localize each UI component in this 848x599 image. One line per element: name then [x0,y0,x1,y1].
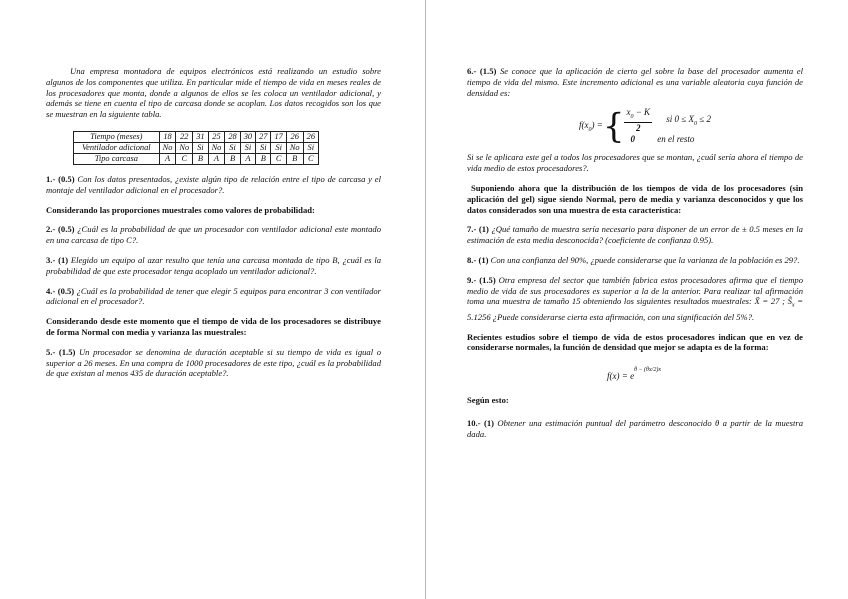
question-text: Otra empresa del sector que también fabrica estos procesadores afirma que el tiempo medio de vida de sus procesadores es superior a la de la anterior. Para realizar tal afirmación toma una muestra de tamaño 15 obteniendo los siguientes resultados muestrales: [467,274,803,307]
table-cell: Si [271,142,286,153]
fraction-numerator: $x_0 - K$ [624,107,652,123]
formula-base: f(x) = e [607,371,635,382]
question-number: 3.- (1) [46,254,69,265]
table-row-time [74,131,319,142]
question-text: ¿Cuál es la probabilidad de que un procesador con ventilador adicional este montado en una carcasa de tipo C?. [46,224,381,246]
table-cell: 25 [208,131,225,142]
question-7 [467,224,803,246]
table-cell: A [240,153,255,164]
question-number: 7.- (1) [467,224,489,235]
question-text: Obtener una estimación puntual del parámetro desconocido θ a partir de la muestra dada. [467,418,803,439]
question-8 [467,255,803,266]
formula-cases [624,107,710,146]
question-1 [46,174,381,196]
table-cell: 26 [286,131,303,142]
table-cell: 18 [159,131,176,142]
question-text: Con una confianza del 90%, ¿puede considerarse que la varianza de la población es 29?. [490,254,800,265]
case-zero: 0 [630,134,635,145]
question-text: Elegido un equipo al azar resulto que tenía una carcasa montada de tipo B, ¿cuál es la probabilidad de que este procesador tenga acoplado un ventilador adicional?. [46,254,382,276]
table-cell: 27 [256,131,271,142]
table-cell: A [159,153,176,164]
table-cell: 30 [240,131,255,142]
right-column [467,66,803,440]
section-heading: Recientes estudios sobre el tiempo de vida de estos procesadores indican que en vez de considerarse normales, la función de densidad que mejor se adapta es de la forma: [467,331,803,353]
fraction [624,107,652,133]
case-1 [624,107,710,133]
section-heading: Considerando desde este momento que el tiempo de vida de los procesadores se distribuye de forma Normal con media y varianza las muestrales: [46,316,381,337]
question-10 [467,418,803,440]
case-2 [624,133,710,146]
table-cell: No [208,142,225,153]
table-cell: 31 [193,131,208,142]
question-text: ¿Cuál es la probabilidad de tener que elegir 5 equipos para encontrar 3 con ventilador adicional en el procesador?. [46,285,382,307]
brace-icon: { [602,106,625,147]
table-row-label: Tipo carcasa [74,153,160,164]
question-number: 8.- (1) [467,254,489,265]
section-heading: Considerando las proporciones muestrales como valores de probabilidad: [46,204,315,215]
question-number: 6.- (1.5) [467,66,497,76]
formula-lhs: $f(x_0)$ = [579,120,603,134]
section-heading: Suponiendo ahora que la distribución de los tiempos de vida de los procesadores (sin aplicación del gel) sigue siendo Normal, pero de media y varianza desconocidos y que los datos considerados son una muestra de esta característica: [467,182,803,215]
question-6 [467,66,803,98]
table-cell: A [208,153,225,164]
question-4 [46,286,381,308]
question-text: ¿Puede considerarse cierta esta afirmación, con una significación del 5%?. [492,311,755,322]
table-row-label: Ventilador adicional [74,142,160,153]
question-text: Se conoce que la aplicación de cierto gel sobre la base del procesador aumenta el tiempo de vida del mismo. Este incremento adicional es una variable aleatoria cuya función de densidad es: [467,66,804,98]
data-table [73,131,319,165]
question-number: 10.- (1) [467,418,495,429]
table-row-case [74,153,319,164]
table-row-fan [74,142,319,153]
question-6-follow: Si se le aplicara este gel a todos los procesadores que se montan, ¿cuál sería ahora el tiempo de vida medio de estos procesadores?. [467,152,803,174]
question-number: 2.- (0.5) [46,224,75,235]
question-number: 5.- (1.5) [46,346,76,357]
case-else: en el resto [657,134,695,145]
fraction-denominator: 2 [636,123,641,134]
table-cell: Si [240,142,255,153]
question-5 [46,347,381,379]
question-text: Con los datos presentados, ¿existe algún tipo de relación entre el tipo de carcasa y el montaje del ventilador adicional en el procesador?. [46,173,382,195]
table-cell: Si [193,142,208,153]
table-cell: B [286,153,303,164]
table-cell: 26 [303,131,318,142]
table-cell: No [176,142,193,153]
table-cell: B [256,153,271,164]
question-2 [46,224,381,246]
table-cell: Si [303,142,318,153]
table-cell: 22 [176,131,193,142]
table-cell: C [176,153,193,164]
sample-stats: X̄ = 27 ; $Ŝ_x = 5.1256$ [467,296,804,322]
table-cell: No [286,142,303,153]
question-text: Un procesador se denomina de duración aceptable si su tiempo de vida es igual o superior a 26 meses. En una compra de 1000 procesadores de este tipo, ¿cuál es la probabilidad de que existan al menos 435 de duración aceptable?. [46,346,381,379]
question-3 [46,255,381,277]
question-9 [467,275,803,323]
table-cell: B [225,153,240,164]
density-formula-1 [579,106,803,147]
table-cell: 17 [271,131,286,142]
table-cell: Si [225,142,240,153]
case-condition: si $0 \le X_0 \le 2$ [666,114,711,128]
question-text: ¿Qué tamaño de muestra sería necesario para disponer de un error de ± 0.5 meses en la estimación de esta media desconocida? (coeficiente de confianza 0.95). [467,224,803,246]
table-cell: Si [256,142,271,153]
table-row-label: Tiempo (meses) [74,131,160,142]
table-cell: B [193,153,208,164]
question-number: 1.- (0.5) [46,173,75,184]
left-column [46,66,381,379]
formula-exponent: θ − (θx/2)x [634,367,661,374]
table-cell: C [303,153,318,164]
question-number: 9.- (1.5) [467,274,496,285]
segun-label: Según esto: [467,395,509,406]
density-formula-2 [607,367,803,381]
question-number: 4.- (0.5) [46,285,75,296]
table-cell: No [159,142,176,153]
table-cell: C [271,153,286,164]
intro-paragraph: Una empresa montadora de equipos electrónicos está realizando un estudio sobre algunos de los componentes que utiliza. En particular mide el tiempo de vida en meses reales de los procesadores que monta, donde a algunos de ellos se les coloca un ventilador adicional, y además se tiene en cuenta el tipo de carcasa donde se acoplan. Los datos recogidos son los que se muestran en la siguiente tabla. [46,66,381,120]
table-cell: 28 [225,131,240,142]
